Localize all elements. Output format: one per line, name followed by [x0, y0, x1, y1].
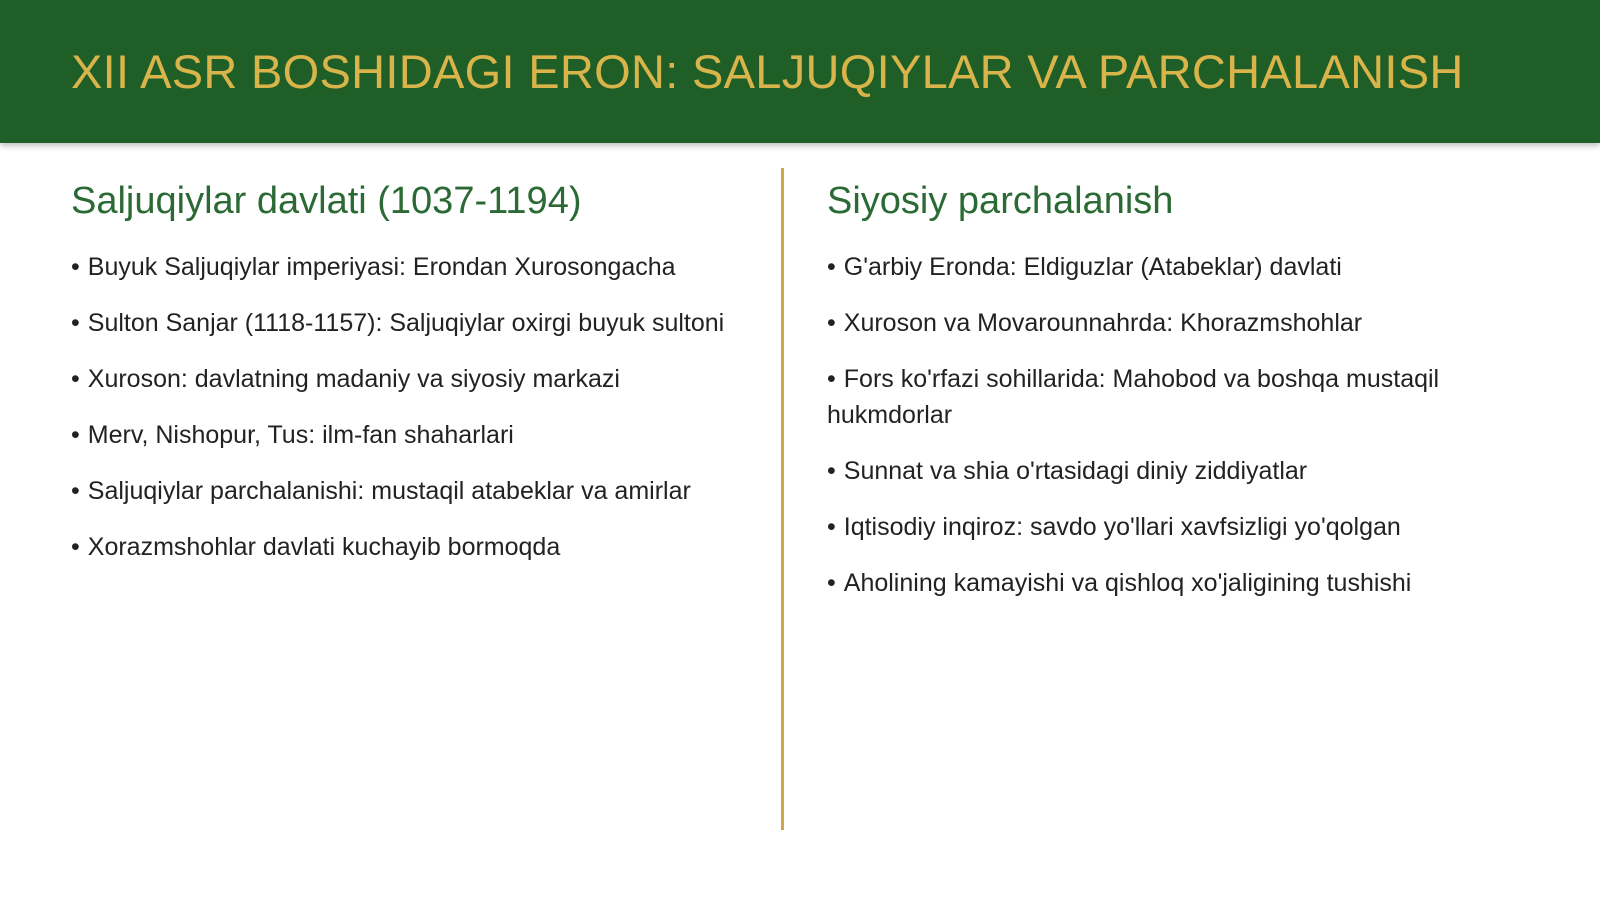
left-bullet-list — [71, 249, 751, 565]
bullet-text: Fors ko'rfazi sohillarida: Mahobod va boshqa mustaqil hukmdorlar — [827, 365, 1440, 429]
list-item — [827, 249, 1527, 285]
bullet-icon: • — [827, 513, 836, 541]
column-divider — [781, 168, 784, 830]
bullet-icon: • — [71, 421, 80, 449]
right-bullet-list — [827, 249, 1527, 601]
bullet-icon: • — [827, 253, 836, 281]
bullet-text: Sunnat va shia o'rtasidagi diniy ziddiyatlar — [843, 457, 1308, 485]
bullet-icon: • — [71, 533, 80, 561]
bullet-text: Xuroson: davlatning madaniy va siyosiy markazi — [87, 365, 620, 393]
list-item — [71, 417, 751, 453]
right-column-heading: Siyosiy parchalanish — [827, 180, 1174, 222]
slide-title: XII ASR BOSHIDAGI ERON: SALJUQIYLAR VA PARCHALANISH — [71, 45, 1464, 98]
bullet-icon: • — [827, 569, 836, 597]
bullet-icon: • — [827, 365, 836, 393]
bullet-text: Iqtisodiy inqiroz: savdo yo'llari xavfsizligi yo'qolgan — [843, 513, 1401, 541]
list-item — [71, 305, 751, 341]
list-item — [71, 361, 751, 397]
list-item — [827, 509, 1527, 545]
slide-header — [0, 0, 1600, 143]
list-item — [71, 249, 751, 285]
list-item — [71, 473, 751, 509]
bullet-icon: • — [827, 457, 836, 485]
left-column — [71, 180, 751, 585]
bullet-text: Xuroson va Movarounnahrda: Khorazmshohlar — [843, 309, 1363, 337]
bullet-text: Sulton Sanjar (1118-1157): Saljuqiylar oxirgi buyuk sultoni — [87, 309, 725, 337]
list-item — [827, 453, 1527, 489]
list-item — [827, 565, 1527, 601]
bullet-icon: • — [71, 253, 80, 281]
bullet-icon: • — [71, 365, 80, 393]
list-item — [827, 361, 1527, 433]
bullet-icon: • — [71, 309, 80, 337]
left-column-heading: Saljuqiylar davlati (1037-1194) — [71, 180, 582, 222]
bullet-text: Xorazmshohlar davlati kuchayib bormoqda — [87, 533, 561, 561]
bullet-text: Merv, Nishopur, Tus: ilm-fan shaharlari — [87, 421, 514, 449]
right-column — [827, 180, 1527, 621]
bullet-text: Buyuk Saljuqiylar imperiyasi: Erondan Xurosongacha — [87, 253, 676, 281]
bullet-icon: • — [71, 477, 80, 505]
bullet-icon: • — [827, 309, 836, 337]
bullet-text: Saljuqiylar parchalanishi: mustaqil atabeklar va amirlar — [87, 477, 691, 505]
bullet-text: Aholining kamayishi va qishloq xo'jaligining tushishi — [843, 569, 1412, 597]
list-item — [827, 305, 1527, 341]
list-item — [71, 529, 751, 565]
bullet-text: G'arbiy Eronda: Eldiguzlar (Atabeklar) davlati — [843, 253, 1342, 281]
